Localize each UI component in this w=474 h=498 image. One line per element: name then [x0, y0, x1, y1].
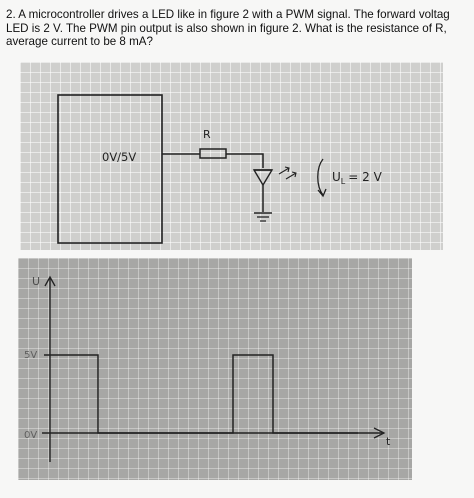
pwm-signal-diagram — [18, 258, 412, 480]
voltage-symbol: U — [332, 170, 341, 184]
voltage-arrow-icon — [318, 159, 326, 196]
question-line-3: average current to be 8 mA? — [6, 35, 153, 48]
voltage-subscript: L — [340, 177, 346, 186]
wire-resistor-to-led — [226, 154, 263, 168]
high-level-label: 5V — [24, 350, 38, 361]
resistor — [200, 149, 226, 158]
circuit-diagram — [20, 62, 443, 250]
pwm-waveform — [44, 355, 358, 433]
voltage-value: = 2 V — [348, 170, 382, 184]
question-line-1: 2. A microcontroller drives a LED like in figure 2 with a PWM signal. The forward voltag — [6, 8, 450, 21]
microcontroller-box — [58, 95, 162, 243]
pin-label: 0V/5V — [102, 150, 137, 164]
low-level-label: 0V — [24, 430, 38, 441]
question-line-2: LED is 2 V. The PWM pin output is also shown in figure 2. What is the resistance of R, — [6, 21, 447, 35]
voltage-label — [332, 170, 383, 186]
circuit-figure — [20, 62, 443, 250]
led-icon — [254, 170, 272, 185]
y-axis-label: U — [32, 275, 41, 288]
resistor-label: R — [203, 128, 211, 141]
x-axis-label: t — [386, 435, 391, 448]
question-text — [6, 8, 474, 49]
light-emission-icon — [279, 167, 296, 179]
pwm-figure — [18, 258, 412, 480]
